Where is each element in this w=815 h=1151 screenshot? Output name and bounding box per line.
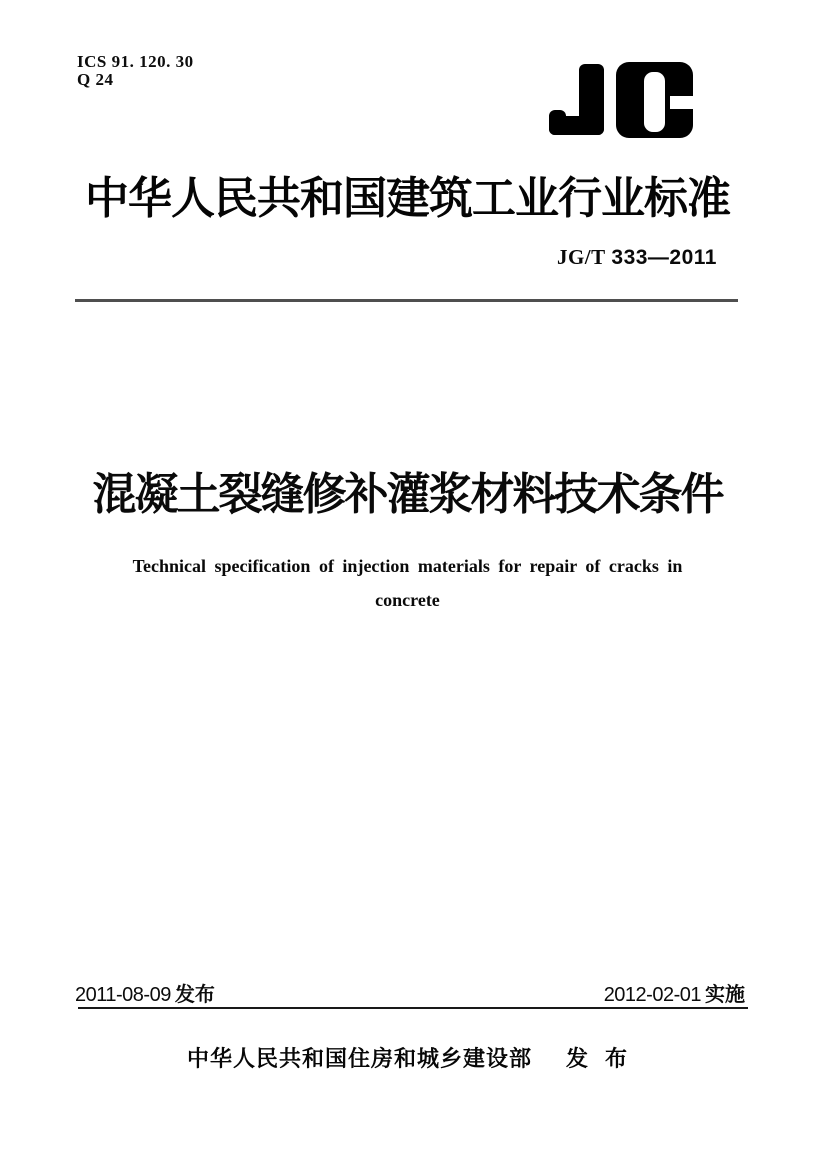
issue-date-label: 发布 [174,984,215,1006]
doc-class-code: Q 24 [77,70,114,89]
ics-code: ICS 91. 120. 30 [77,52,194,71]
standard-number-code: 333—2011 [611,246,717,269]
release-label [566,1046,628,1071]
document-title-zh: 混凝土裂缝修补灌浆材料技术条件 [92,470,723,519]
standard-number [557,245,717,270]
standard-number-prefix: JG/T [556,245,606,269]
standard-category-title: 中华人民共和国建筑工业行业标准 [85,174,730,223]
jg-logo [536,62,694,140]
document-title-en [0,549,815,617]
document-title-en-line1: Technical specification of injection materials for repair of cracks in [132,556,683,576]
publisher-name: 中华人民共和国住房和城乡建设部 [186,1046,532,1071]
publisher-row [0,1042,815,1073]
document-title-en-line2: concrete [375,590,440,610]
implementation-date-value: 2012-02-01 [603,984,701,1006]
implementation-date-label: 实施 [705,984,745,1006]
jg-logo-graphic [536,62,694,140]
implementation-date [604,978,745,1007]
footer-divider [78,1007,748,1009]
issue-date [75,978,215,1007]
release-label-char2: 布 [605,1046,629,1071]
dates-row [75,978,745,1007]
release-label-char1: 发 [565,1046,589,1071]
issue-date-value: 2011-08-09 [75,984,171,1006]
jg-logo-text [536,140,537,141]
header-divider [75,299,738,302]
